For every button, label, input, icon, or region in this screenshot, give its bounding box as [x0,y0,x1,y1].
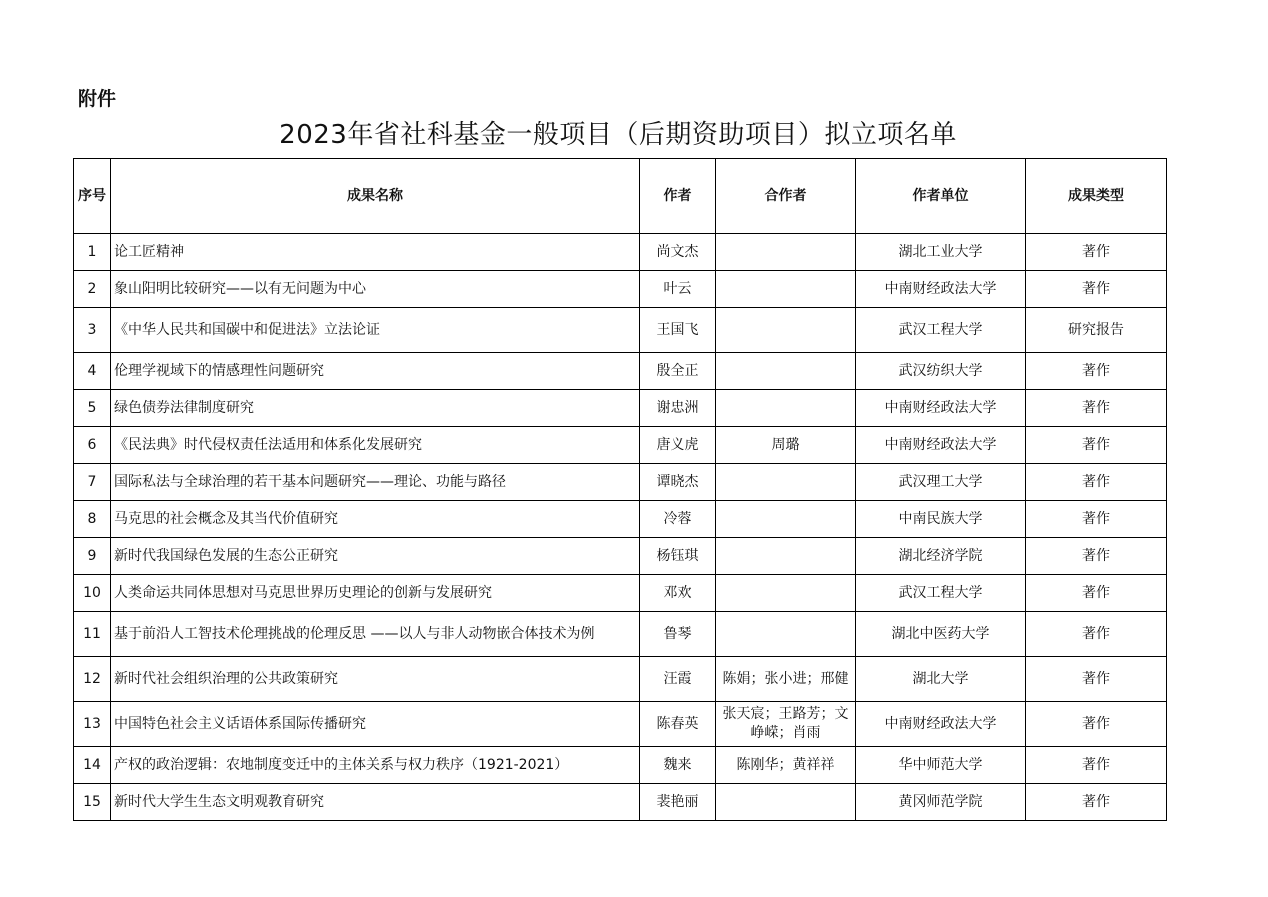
row-index: 10 [74,575,111,612]
row-index: 15 [74,784,111,821]
table-row [74,390,1167,427]
row-coauthor: 陈刚华；黄祥祥 [716,747,856,784]
row-type: 著作 [1026,501,1167,538]
row-index: 6 [74,427,111,464]
row-unit: 华中师范大学 [856,747,1026,784]
row-author: 殷全正 [640,353,716,390]
row-coauthor: 周璐 [716,427,856,464]
table-row [74,308,1167,353]
row-coauthor [716,501,856,538]
row-unit: 武汉工程大学 [856,575,1026,612]
row-type: 著作 [1026,612,1167,657]
row-unit: 中南财经政法大学 [856,427,1026,464]
row-index: 1 [74,234,111,271]
row-index: 11 [74,612,111,657]
header-name: 成果名称 [111,159,640,234]
row-name: 象山阳明比较研究——以有无问题为中心 [111,271,640,308]
row-unit: 中南财经政法大学 [856,702,1026,747]
row-author: 魏来 [640,747,716,784]
row-name: 产权的政治逻辑：农地制度变迁中的主体关系与权力秩序（1921-2021） [111,747,640,784]
row-index: 13 [74,702,111,747]
row-name: 新时代大学生生态文明观教育研究 [111,784,640,821]
row-coauthor [716,353,856,390]
row-author: 鲁琴 [640,612,716,657]
row-coauthor [716,575,856,612]
row-author: 谭晓杰 [640,464,716,501]
row-author: 王国飞 [640,308,716,353]
row-author: 裴艳丽 [640,784,716,821]
row-name: 新时代社会组织治理的公共政策研究 [111,657,640,702]
row-name: 论工匠精神 [111,234,640,271]
row-unit: 中南财经政法大学 [856,271,1026,308]
row-type: 著作 [1026,575,1167,612]
row-unit: 湖北经济学院 [856,538,1026,575]
row-author: 谢忠洲 [640,390,716,427]
table-row [74,353,1167,390]
table-row [74,612,1167,657]
row-unit: 武汉纺织大学 [856,353,1026,390]
row-name: 《民法典》时代侵权责任法适用和体系化发展研究 [111,427,640,464]
header-coauthor: 合作者 [716,159,856,234]
row-index: 12 [74,657,111,702]
row-unit: 黄冈师范学院 [856,784,1026,821]
row-type: 著作 [1026,271,1167,308]
row-index: 9 [74,538,111,575]
row-index: 5 [74,390,111,427]
table-row [74,702,1167,747]
table-row [74,747,1167,784]
table-row [74,427,1167,464]
row-coauthor [716,390,856,427]
row-type: 著作 [1026,234,1167,271]
row-unit: 中南民族大学 [856,501,1026,538]
table-row [74,575,1167,612]
row-coauthor [716,538,856,575]
row-name: 人类命运共同体思想对马克思世界历史理论的创新与发展研究 [111,575,640,612]
row-author: 尚文杰 [640,234,716,271]
table-header-row [74,159,1167,234]
table-row [74,538,1167,575]
table-row [74,784,1167,821]
row-unit: 中南财经政法大学 [856,390,1026,427]
row-coauthor [716,234,856,271]
row-type: 著作 [1026,702,1167,747]
row-type: 著作 [1026,538,1167,575]
row-name: 《中华人民共和国碳中和促进法》立法论证 [111,308,640,353]
row-type: 著作 [1026,427,1167,464]
row-type: 著作 [1026,464,1167,501]
row-type: 著作 [1026,747,1167,784]
row-name: 伦理学视域下的情感理性问题研究 [111,353,640,390]
row-name: 新时代我国绿色发展的生态公正研究 [111,538,640,575]
row-unit: 湖北大学 [856,657,1026,702]
row-name: 马克思的社会概念及其当代价值研究 [111,501,640,538]
table-row [74,464,1167,501]
header-author: 作者 [640,159,716,234]
header-unit: 作者单位 [856,159,1026,234]
table-row [74,271,1167,308]
row-coauthor [716,308,856,353]
table-row [74,234,1167,271]
row-author: 杨钰琪 [640,538,716,575]
row-index: 3 [74,308,111,353]
row-unit: 武汉工程大学 [856,308,1026,353]
row-author: 唐义虎 [640,427,716,464]
row-index: 4 [74,353,111,390]
row-index: 14 [74,747,111,784]
row-coauthor [716,271,856,308]
row-index: 7 [74,464,111,501]
page-title: 2023年省社科基金一般项目（后期资助项目）拟立项名单 [279,120,957,150]
row-type: 著作 [1026,657,1167,702]
row-author: 邓欢 [640,575,716,612]
row-name: 绿色债券法律制度研究 [111,390,640,427]
row-name: 基于前沿人工智技术伦理挑战的伦理反思 ——以人与非人动物嵌合体技术为例 [111,612,640,657]
row-type: 著作 [1026,784,1167,821]
row-author: 汪霞 [640,657,716,702]
project-table [73,158,1167,821]
row-author: 陈春英 [640,702,716,747]
row-type: 著作 [1026,390,1167,427]
row-coauthor [716,464,856,501]
attachment-label: 附件 [78,88,117,110]
header-index: 序号 [74,159,111,234]
row-coauthor [716,612,856,657]
table-row [74,657,1167,702]
row-author: 冷蓉 [640,501,716,538]
row-name: 国际私法与全球治理的若干基本问题研究——理论、功能与路径 [111,464,640,501]
row-type: 著作 [1026,353,1167,390]
row-author: 叶云 [640,271,716,308]
row-coauthor: 陈娟；张小进；邢健 [716,657,856,702]
header-type: 成果类型 [1026,159,1167,234]
table-row [74,501,1167,538]
row-index: 2 [74,271,111,308]
row-type: 研究报告 [1026,308,1167,353]
row-coauthor: 张天宸；王路芳；文峥嵘；肖雨 [716,702,856,747]
row-name: 中国特色社会主义话语体系国际传播研究 [111,702,640,747]
row-coauthor [716,784,856,821]
row-unit: 湖北工业大学 [856,234,1026,271]
row-unit: 武汉理工大学 [856,464,1026,501]
row-index: 8 [74,501,111,538]
row-unit: 湖北中医药大学 [856,612,1026,657]
